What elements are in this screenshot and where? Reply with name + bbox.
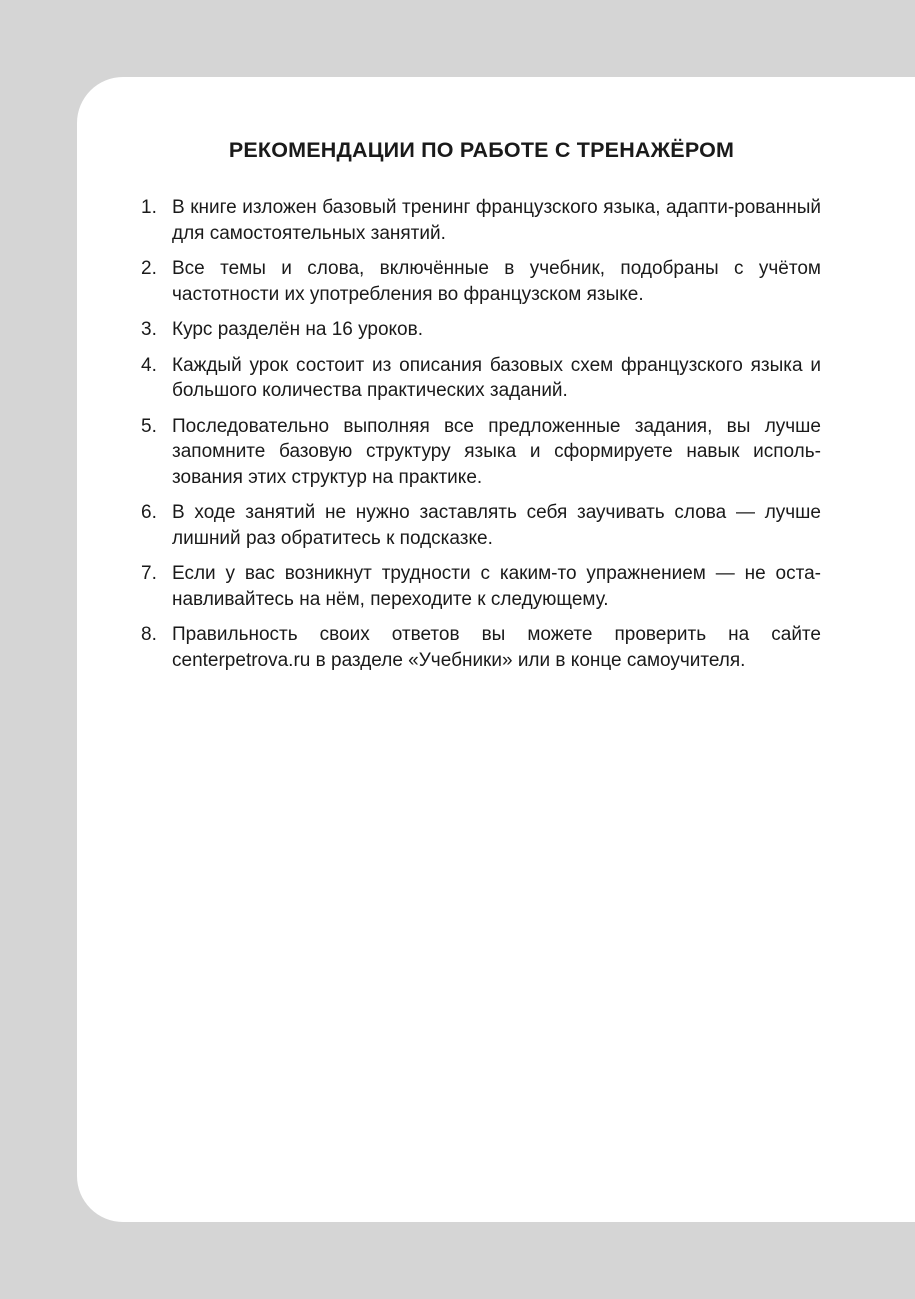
list-item-number: 2.	[141, 258, 157, 279]
list-item	[141, 500, 821, 551]
page-title: РЕКОМЕНДАЦИИ ПО РАБОТЕ С ТРЕНАЖЁРОМ	[228, 138, 735, 162]
list-item-number: 6.	[141, 502, 157, 523]
list-item-text: Все темы и слова, включённые в учебник, подобраны с учётом частотности их употребления во французском языке.	[172, 258, 821, 305]
list-item	[141, 195, 821, 246]
list-item-text: В книге изложен базовый тренинг французского языка, адапти-рованный для самостоятельных занятий.	[172, 197, 821, 244]
list-item	[141, 622, 821, 673]
list-item-number: 4.	[141, 354, 157, 376]
list-item	[141, 317, 821, 343]
list-item-text: Каждый урок состоит из описания базовых схем французского языка и большого количества практических заданий.	[172, 354, 821, 401]
list-item-number: 7.	[141, 563, 157, 584]
list-item	[141, 414, 821, 491]
list-item	[141, 353, 821, 404]
list-item-text: Курс разделён на 16 уроков.	[172, 319, 423, 340]
document-page	[77, 77, 915, 1222]
list-item-number: 3.	[141, 319, 157, 340]
list-item-number: 5.	[141, 415, 157, 437]
list-item-number: 1.	[141, 197, 157, 218]
list-item-text: В ходе занятий не нужно заставлять себя заучивать слова — лучше лишний раз обратитесь к подсказке.	[172, 502, 821, 549]
list-item-text: Если у вас возникнут трудности с каким-то упражнением — не оста-навливайтесь на нём, переходите к следующему.	[172, 563, 821, 610]
recommendations-list	[141, 195, 821, 683]
list-item-text: Последовательно выполняя все предложенные задания, вы лучше запомните базовую структуру языка и сформируете навык исполь-зования этих структур на практике.	[172, 415, 821, 488]
list-item	[141, 561, 821, 612]
list-item	[141, 256, 821, 307]
list-item-text: Правильность своих ответов вы можете проверить на сайте centerpetrova.ru в разделе «Учебники» или в конце самоучителя.	[172, 624, 821, 671]
list-item-number: 8.	[141, 624, 157, 645]
